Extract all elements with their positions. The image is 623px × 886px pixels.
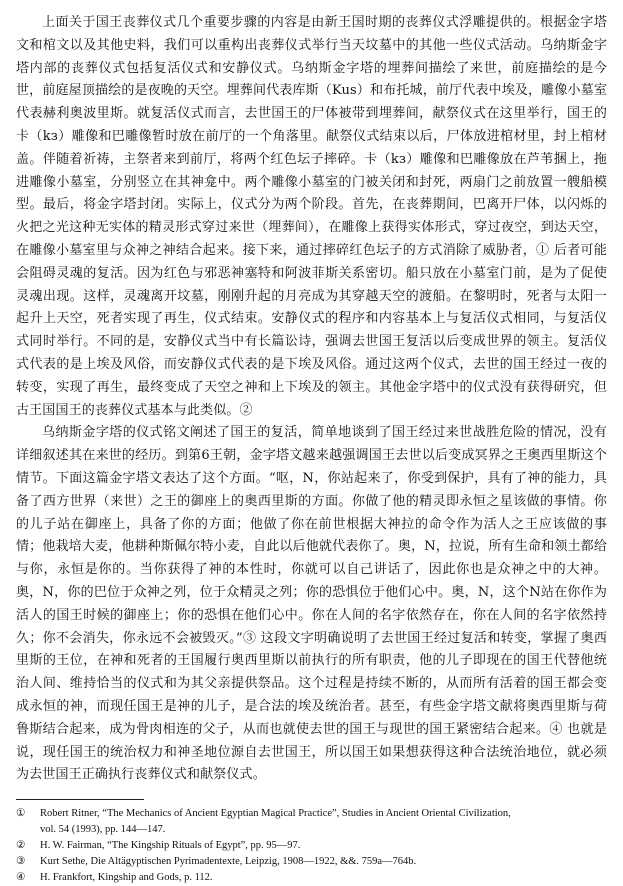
footnote-mark: ② xyxy=(16,840,26,852)
footnote-2 xyxy=(16,838,607,854)
footnote-mark: ① xyxy=(16,808,26,820)
footnote-3 xyxy=(16,854,607,870)
body-text xyxy=(16,12,607,787)
footnote-text: H. Frankfort, Kingship and Gods, p. 112. xyxy=(40,872,213,884)
footnote-1-continued: vol. 54 (1993), pp. 144—147. xyxy=(40,824,166,836)
paragraph-2: 乌纳斯金字塔的仪式铭文阐述了国王的复活，简单地谈到了国王经过来世战胜危险的情况，没有详细叙述其在来世的经历。到第6王朝，金字塔文越来越强调国王去世以后变成冥界之王奥西里斯这个情节。下面这篇金字塔文表达了这个方面。“呕，N，你站起来了，你受到保护，具有了神的能力，具备了西方世界（来世）之王的御座上的奥西里斯的方面。你做了他的精灵即永恒之星该做的事情。你的儿子站在御座上，具备了你的方面；他做了你在前世根据大神拉的命令作为活人之王应该做的事情；他栽培大麦，他耕种斯佩尔特小麦，自此以后他就代表你了。奥，N，拉说，所有生命和领土都给与你，永恒是你的。当你获得了神的本性时，你就可以自己讲话了，因此你也是众神之中的大神。奥，N，你的巴位于众神之列，位于众精灵之列；你的恐惧位于他们心中。奥，N，这个N站在你作为活人的国王时候的御座上；你的恐惧在他们心中。你在人间的名字依然存在，你在人间的名字依然持久；你不会消失，你永远不会被毁灭。”③ 这段文字明确说明了去世国王经过复活和转变，掌握了奥西里斯的王位，在神和死者的王国履行奥西里斯以前执行的所有职责，他的儿子即现在的国王代替他统治人间、维持恰当的仪式和为其父亲提供祭品。这个过程是持续不断的，从而所有活着的国王都会变成永恒的神，而现任国王是神的儿子，是合法的埃及统治者。甚至，有些金字塔文献将奥西里斯与荷鲁斯结合起来，成为骨肉相连的父子，从而也就使去世的国王与现世的国王紧密结合起来。④ 也就是说，现任国王的统治权力和神圣地位源自去世国王，所以国王如果想获得这种合法统治地位，就必须为去世国王正确执行丧葬仪式和献祭仪式。 xyxy=(16,425,607,783)
footnote-divider xyxy=(16,799,144,800)
footnote-mark: ③ xyxy=(16,856,26,868)
paragraph-1: 上面关于国王丧葬仪式几个重要步骤的内容是由新王国时期的丧葬仪式浮雕提供的。根据金字塔文和棺文以及其他史料，我们可以重构出丧葬仪式举行当天坟墓中的其他一些仪式活动。乌纳斯金字塔内部的丧葬仪式包括复活仪式和安静仪式。乌纳斯金字塔的埋葬间描绘了来世，前庭描绘的是今世，前庭屋顶描绘的是夜晚的天空。埋葬间代表库斯（Kus）和布托城，前厅代表中埃及，雕像小墓室代表赫利奥波里斯。就复活仪式而言，去世国王的尸体被带到埋葬间，献祭仪式在这里举行，国王的卡（kз）雕像和巴雕像暂时放在前厅的一个角落里。献祭仪式结束以后，尸体放进棺材里，封上棺材盖。伴随着祈祷，主祭者来到前厅，将两个红色坛子摔碎。卡（kз）雕像和巴雕像放在芦苇捆上，拖进雕像小墓室，分别竖立在其神龛中。两个雕像小墓室的门被关闭和封死，两扇门之前放置一艘船模型。最后，将金字塔封闭。实际上，仪式分为两个阶段。首先，在丧葬期间，巴离开尸体，以闪烁的火把之光这种无实体的精灵形式穿过来世（埋葬间），在雕像上获得实体形式，穿过夜空，到达天空，在雕像小墓室里与众神之神结合起来。接下来，通过摔碎红色坛子的方式消除了威胁者，① 后者可能会阻碍灵魂的复活。因为红色与邪恶神塞特和阿波菲斯关系密切。船只放在小墓室门前，是为了促使灵魂出现。这样，灵魂离开坟墓，刚刚升起的月亮成为其穿越天空的渡船。在黎明时，死者与太阳一起升上天空，死者实现了再生，仪式结束。安静仪式的程序和内容基本上与复活仪式相同，与复活仪式同时举行。不同的是，安静仪式当中有长篇讼诗，强调去世国王复活以后变成世界的领主。复活仪式代表的是上埃及风俗，而安静仪式代表的是下埃及风俗。通过这两个仪式，去世的国王经过一夜的转变，实现了再生，最终变成了天空之神和上下埃及的领主。其他金字塔中的仪式没有获得研究，但古王国国王的丧葬仪式基本与此类似。② xyxy=(16,15,607,418)
footnote-text: Robert Ritner, “The Mechanics of Ancient Egyptian Magical Practice”, Studies in Ancient Oriental Civilization, xyxy=(40,808,511,820)
footnote-text: Kurt Sethe, Die Altägyptischen Pyrimadentexte, Leipzig, 1908—1922, &&. 759a—764b. xyxy=(40,856,417,868)
footnotes xyxy=(16,806,607,886)
footnote-mark: ④ xyxy=(16,872,26,884)
footnote-text: H. W. Fairman, “The Kingship Rituals of Egypt”, pp. 95—97. xyxy=(40,840,301,852)
footnote-1 xyxy=(16,806,607,822)
